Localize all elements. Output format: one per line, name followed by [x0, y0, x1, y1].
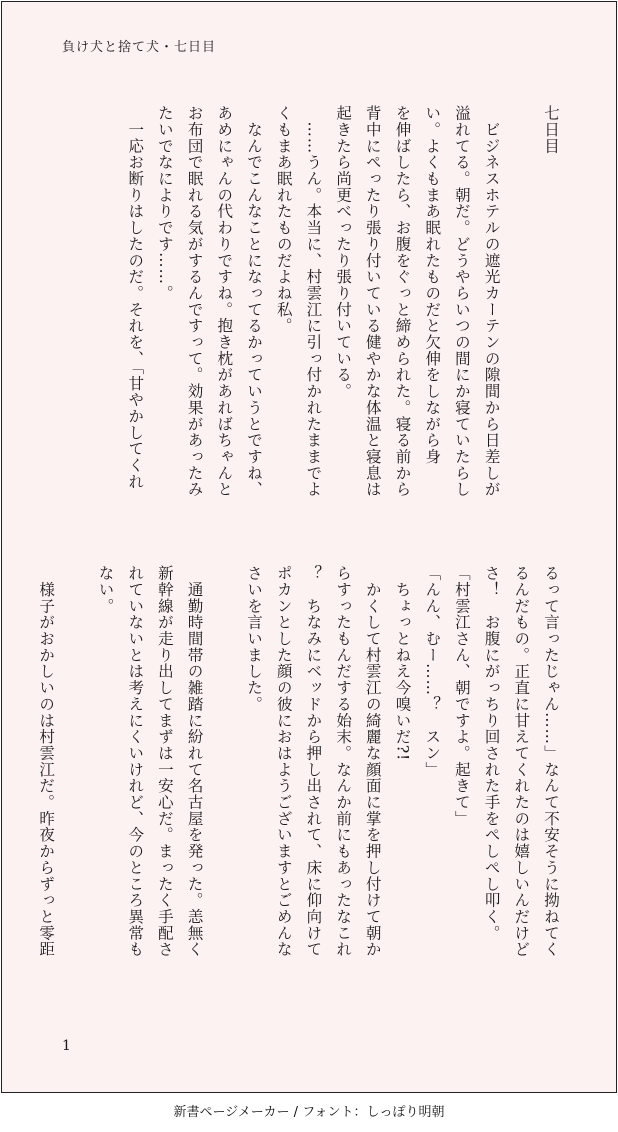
text-column: お布団で眠れる気がするんですって。効果があったみ [185, 105, 204, 498]
text-column: るって言ったじゃん……」なんて不安そうに拗ねてく [542, 565, 560, 958]
text-column: くもまあ眠れたものだよね私。 [274, 105, 293, 334]
text-column: 「村雲江さん、朝ですよ。起きて」 [452, 565, 471, 827]
text-column: あめにゃんの代わりですね。抱き枕があればちゃんと [215, 105, 234, 498]
text-column: 溢れてる。朝だ。どうやらいつの間にか寝ていたらし [452, 105, 471, 498]
book-page [1, 1, 617, 1093]
text-column: るんだもの。正直に甘えてくれたのは嬉しいんだけど [512, 565, 531, 958]
text-column: 新幹線が走り出してまずは一安心だ。まったく手配さ [155, 565, 174, 958]
text-column: 七日目 [542, 105, 560, 155]
running-header: 負け犬と捨て犬・七日目 [62, 40, 217, 55]
text-column: なんでこんなことになってるかっていうとですね、 [245, 105, 263, 498]
text-column: 背中にぺったり張り付いている健やかな体温と寝息は [363, 105, 382, 498]
text-column: らすったもんだする始末。なんか前にもあったなこれ [334, 565, 353, 958]
text-column: 様子がおかしいのは村雲江だ。昨夜からずっと零距 [37, 565, 56, 958]
text-column: ない。 [96, 565, 115, 615]
page-number: 1 [62, 1038, 71, 1054]
text-column: 通勤時間帯の雑踏に紛れて名古屋を発った。恙無く [185, 565, 204, 958]
text-column: 起きたら尚更べったり張り付いている。 [334, 105, 353, 400]
text-column: さいを言いました。 [245, 565, 263, 713]
text-column: い。よくもまあ眠れたものだと欠伸をしながら身 [423, 105, 442, 465]
text-column: ……うん。本当に、村雲江に引っ付かれたままでよ [304, 105, 323, 498]
text-column: ちょっとねえ今嗅いだ?! [393, 565, 412, 762]
footer-caption: 新書ページメーカー / フォント：しっぽり明朝 [173, 1105, 445, 1120]
text-column: さ！ お腹にがっちり回された手をぺしぺし叩く。 [482, 565, 501, 942]
text-column: ポカンとした顔の彼におはようございますとごめんな [274, 565, 293, 958]
text-column: を伸ばしたら、お腹をぐっと締められた。寝る前から [393, 105, 412, 498]
text-column: かくして村雲江の綺麗な顔面に掌を押し付けて朝か [363, 565, 382, 958]
text-column: ？ ちなみにベッドから押し出されて、床に仰向けて [304, 565, 323, 958]
text-column: ビジネスホテルの遮光カーテンの隙間から日差しが [482, 105, 501, 498]
text-column: 一応お断りはしたのだ。それを、「甘やかしてくれ [126, 105, 145, 490]
text-column: れていないとは考えにくいけれど、今のところ異常も [126, 565, 145, 958]
text-column: 「んん、むー……？ スン」 [423, 565, 442, 778]
text-column: たいでなによりです……。 [155, 105, 174, 302]
